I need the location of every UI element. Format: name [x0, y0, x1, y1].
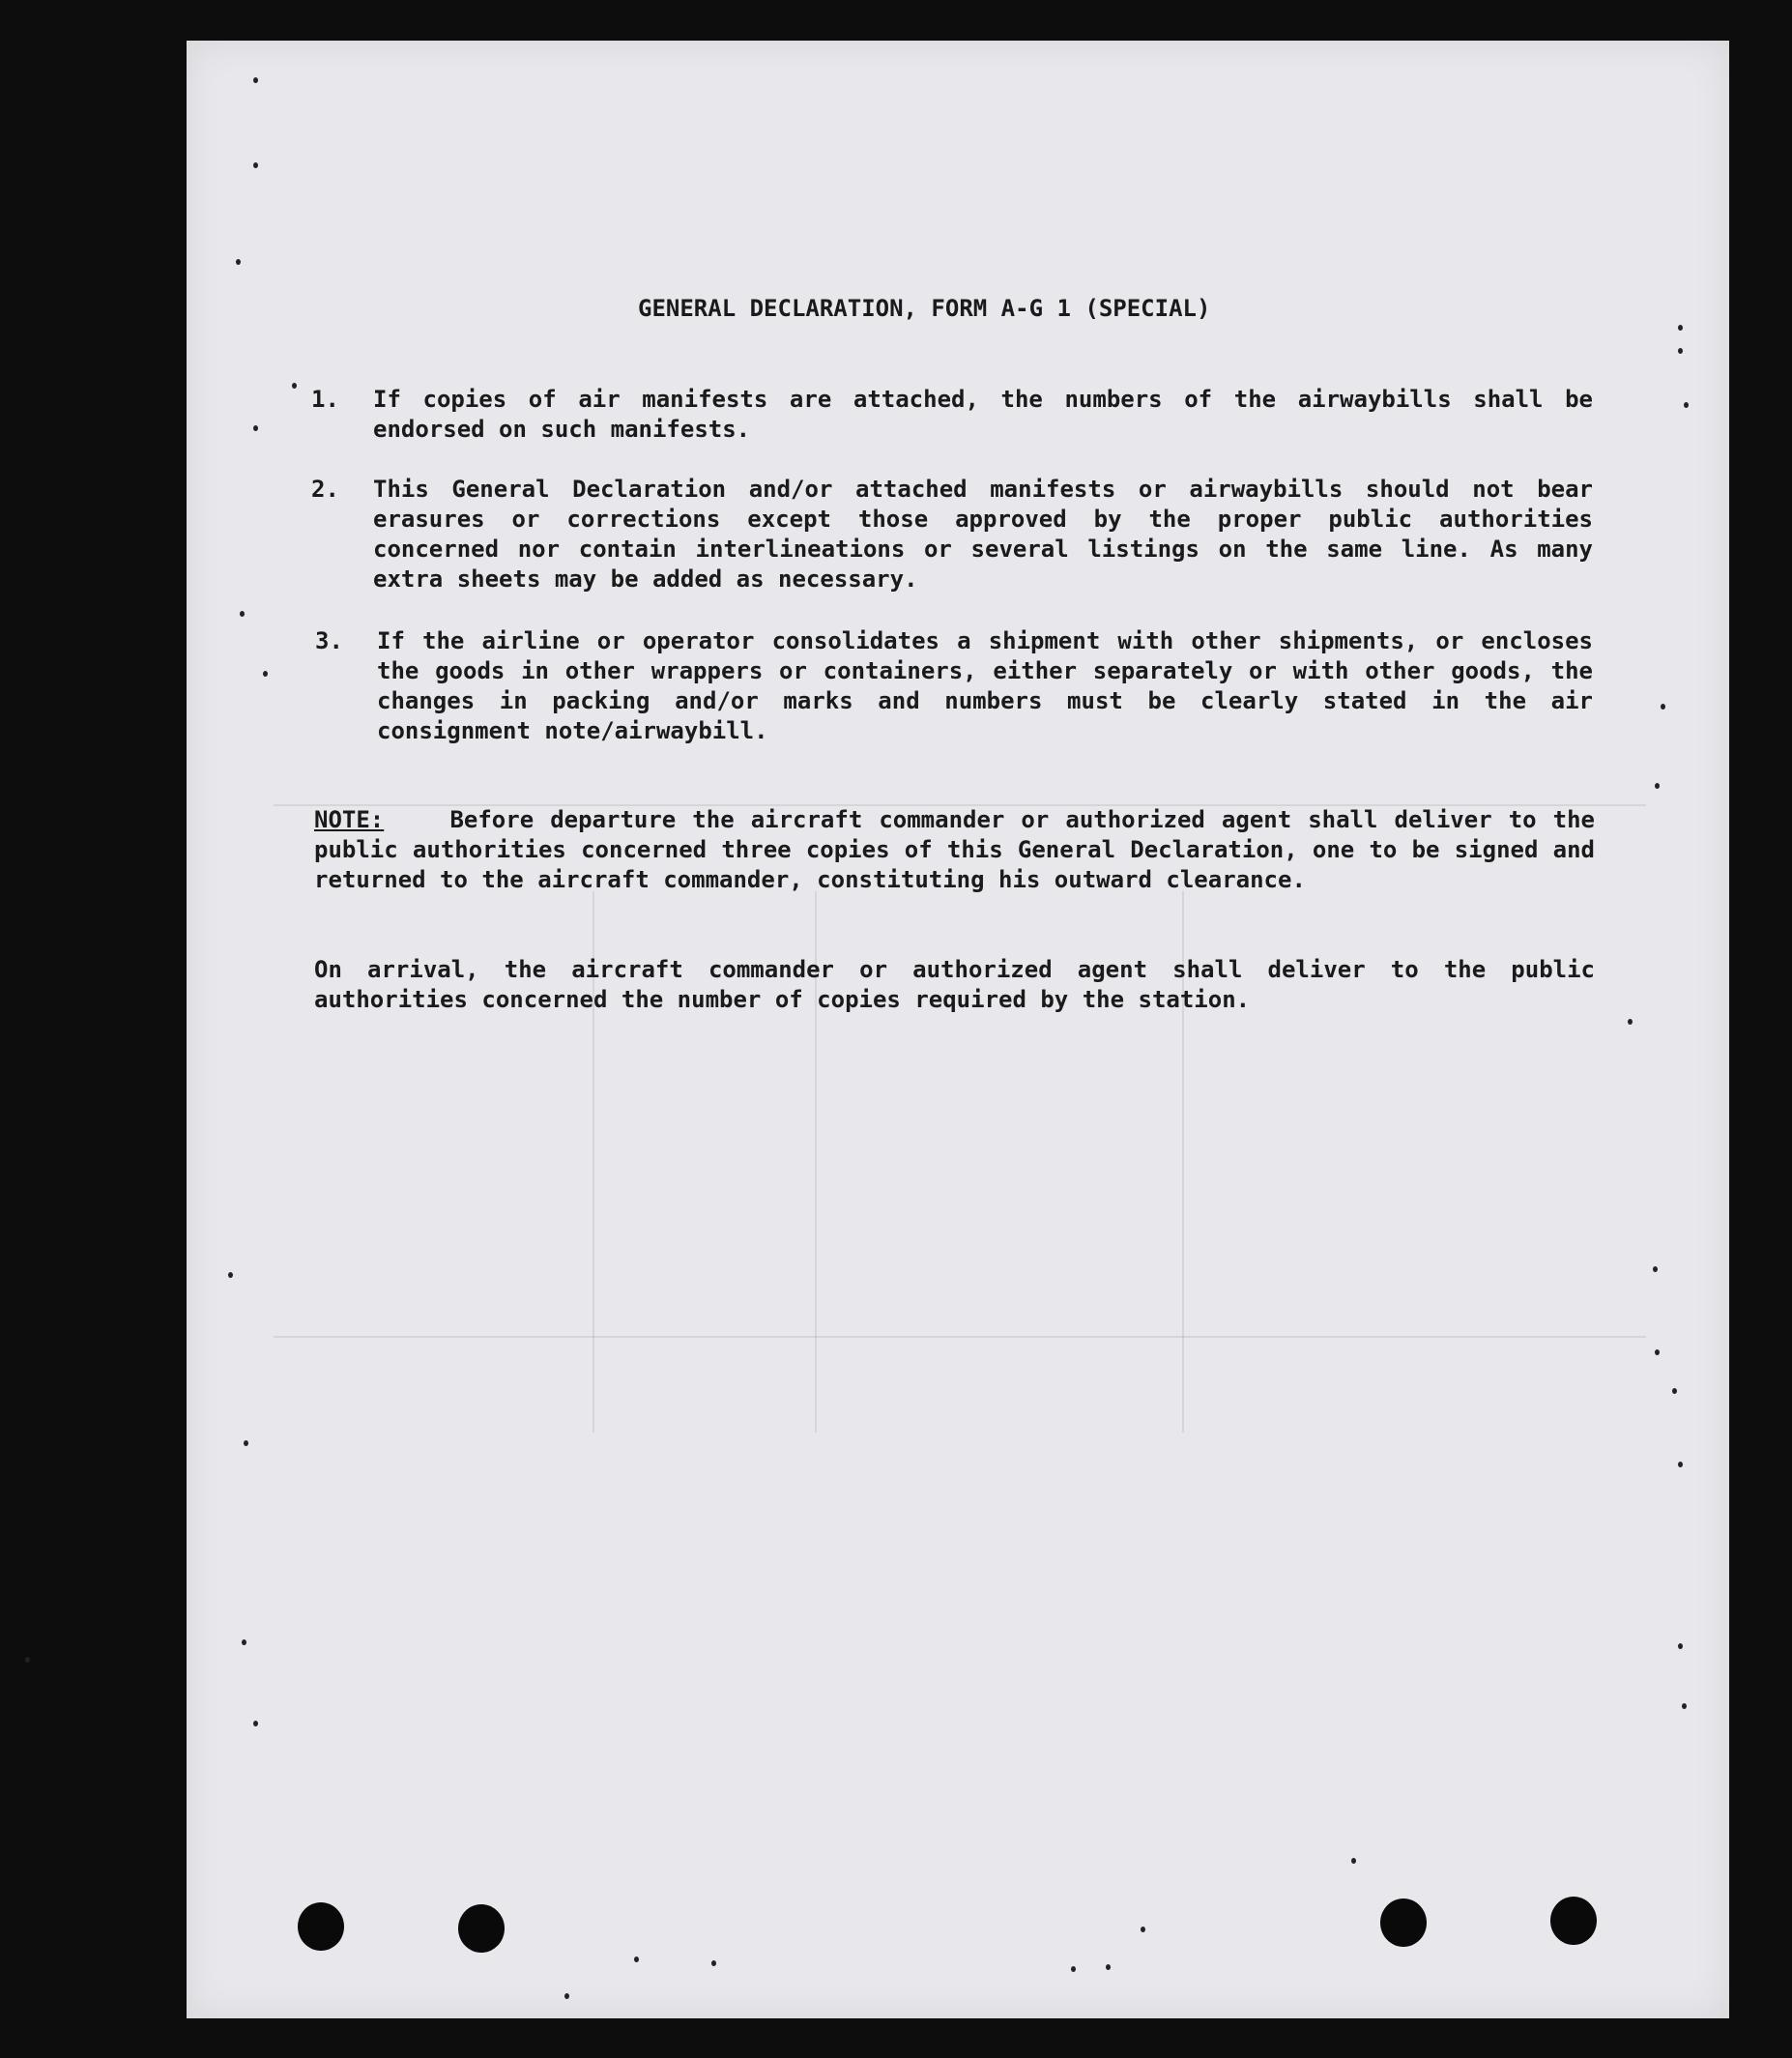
speck [253, 425, 258, 431]
speck [1661, 704, 1665, 710]
speck [1653, 1266, 1658, 1272]
speck [1351, 1858, 1356, 1864]
speck [1678, 1462, 1683, 1467]
document-title: GENERAL DECLARATION, FORM A-G 1 (SPECIAL) [638, 295, 1211, 322]
note-label: NOTE: [314, 806, 385, 833]
speck [1655, 1349, 1660, 1355]
speck [25, 1657, 30, 1663]
speck [242, 1639, 246, 1645]
speck [1678, 348, 1683, 354]
speck [564, 1993, 569, 1999]
item-number: 3. [315, 627, 343, 654]
punch-hole [458, 1904, 505, 1953]
punch-hole [1550, 1897, 1597, 1945]
speck [1678, 325, 1683, 331]
speck [1106, 1964, 1111, 1970]
speck [244, 1440, 248, 1446]
note-paragraph [314, 805, 1595, 895]
speck [253, 162, 258, 168]
show-through-line [274, 1336, 1646, 1338]
item-text: If the airline or operator consolidates a shipment with other shipments, or encloses the goods in other wrappers or containers, either separately or with other goods, the changes in packing and/or marks and numbers must be clearly stated in the air consignment note/airwaybill. [377, 627, 1593, 744]
speck [253, 1721, 258, 1726]
item-number: 1. [311, 386, 339, 413]
speck [263, 671, 268, 677]
speck [1071, 1966, 1076, 1972]
punch-hole [1380, 1899, 1427, 1947]
speck [240, 611, 245, 617]
item-text: If copies of air manifests are attached, the numbers of the airwaybills shall be endorsed on such manifests. [373, 386, 1593, 443]
speck [1672, 1388, 1677, 1394]
speck [228, 1272, 233, 1278]
speck [1684, 402, 1689, 408]
speck [1141, 1927, 1145, 1932]
item-text: This General Declaration and/or attached manifests or airwaybills should not bear erasures or corrections except those approved by the proper public authorities concerned nor contain interlineations or several listings on the same line. As many extra sheets may be added as necessary. [373, 476, 1593, 593]
speck [634, 1957, 639, 1962]
speck [711, 1960, 716, 1966]
note-text: Before departure the aircraft commander or authorized agent shall deliver to the public authorities concerned three copies of this General Declaration, one to be signed and returned to the aircraft commander, constituting his outward clearance. [314, 806, 1596, 893]
speck [253, 77, 258, 83]
speck [236, 259, 241, 265]
speck [1682, 1703, 1687, 1709]
speck [1655, 783, 1660, 789]
speck [292, 383, 297, 389]
arrival-paragraph: On arrival, the aircraft commander or authorized agent shall deliver to the public authorities concerned the number of copies required by the station. [314, 956, 1595, 1013]
item-number: 2. [311, 476, 339, 503]
paper-sheet [187, 41, 1729, 2018]
speck [1678, 1643, 1683, 1649]
punch-hole [298, 1902, 344, 1951]
speck [1628, 1019, 1633, 1025]
